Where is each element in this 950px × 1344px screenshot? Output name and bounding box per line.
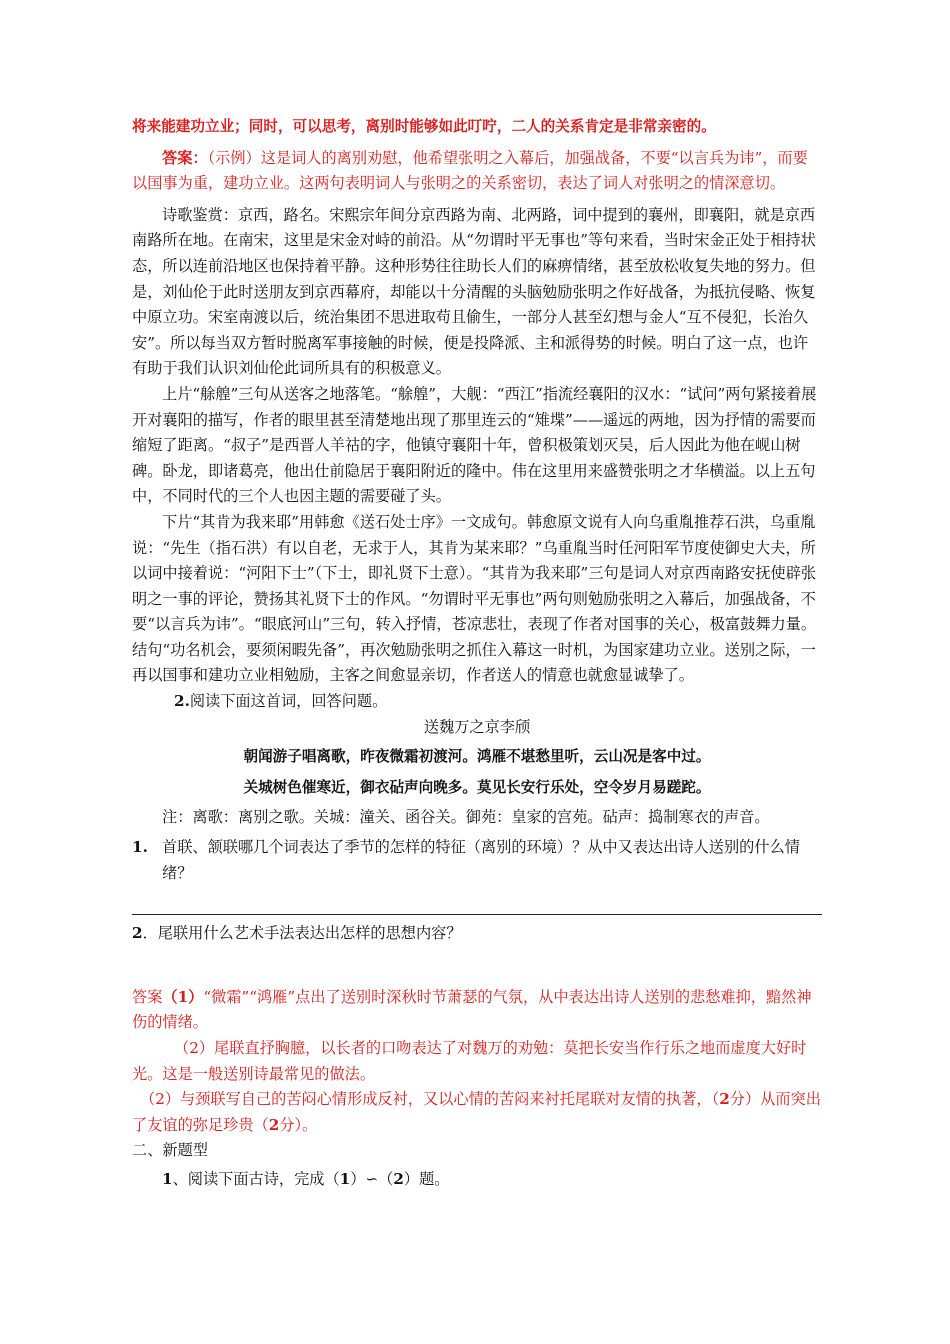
answer-2-line-2: （2）尾联直抒胸臆，以长者的口吻表达了对魏万的劝勉：莫把长安当作行乐之地而虚度大好时光。这是一般送别诗最常见的做法。 (132, 1039, 807, 1083)
question-item-1-number: 1. (132, 838, 148, 857)
answer-2-score-2: 2 (268, 1115, 280, 1134)
answer-2-line-1 (132, 985, 822, 1036)
poem-line-1: 朝闻游子唱离歌，昨夜微霜初渡河。鸿雁不堪愁里听，云山况是客中过。 (243, 748, 711, 766)
answer-2-score-1: 2 (719, 1090, 730, 1109)
question-2-intro-text: 阅读下面这首词，回答问题。 (189, 692, 388, 711)
answer-1 (132, 146, 822, 197)
question-item-1-text: 首联、颔联哪几个词表达了季节的怎样的特征（离别的环境）？从中又表达出诗人送别的什么情绪？ (162, 838, 800, 882)
answer-2-line-3 (132, 1087, 822, 1138)
appreciation-paragraph-1: 诗歌鉴赏：京西，路名。宋熙宗年间分京西路为南、北两路，词中提到的襄州，即襄阳，就是京西南路所在地。在南宋，这里是宋金对峙的前沿。从“勿谓时平无事也”等句来看，当时宋金正处于相持状态，所以连前沿地区也保持着平静。这种形势往往助长人们的麻痹情绪，甚至放松收复失地的努力。但是，刘仙伦于此时送朋友到京西幕府，却能以十分清醒的头脑勉励张明之作好战备，为抵抗侵略、恢复中原立功。宋室南渡以后，统治集团不思进取苟且偷生，一部分人甚至幻想与金人“互不侵犯，长治久安”。所以每当双方暂时脱离军事接触的时候，便是投降派、主和派得势的时候。明白了这一点，也许有助于我们认识刘仙伦此词所具有的积极意义。 (132, 205, 816, 378)
answer-2-text-3e: 分）。 (279, 1115, 318, 1134)
answer-1-text: （示例）这是词人的离别劝慰，他希望张明之入幕后，加强战备，不要“以言兵为讳”，而要以国事为重，建功立业。这两句表明词人与张明之的关系密切，表达了词人对张明之的情深意切。 (132, 148, 808, 193)
answer-2-label: 答案 (132, 987, 163, 1006)
section-2-item-1 (132, 1167, 822, 1193)
question-2-number: 2. (174, 692, 190, 711)
answer-2-n1: （1） (162, 987, 204, 1006)
answer-space-rule (132, 914, 822, 915)
answer-2-text-3c: 分）从而突出了友谊的弥足珍贵（ (132, 1090, 821, 1134)
section-2-item-b1: 1 (339, 1169, 351, 1188)
poem-line-2: 关城树色催寒近，御衣砧声向晚多。莫见长安行乐处，空令岁月易蹉跎。 (243, 778, 711, 796)
question-item-1 (132, 835, 822, 886)
section-2-heading: 二、新题型 (132, 1141, 208, 1160)
section-2-item-text-a: 、阅读下面古诗，完成（ (172, 1169, 340, 1188)
appreciation-paragraph-3: 下片“其肯为我来耶”用韩愈《送石处士序》一文成句。韩愈原文说有人向乌重胤推荐石洪，乌重胤说：“先生（指石洪）有以自老，无求于人，其肯为某来耶？”乌重胤当时任河阳军节度使御史大夫，所以词中接着说：“河阳下士”（下士，即礼贤下士意）。“其肯为我来耶”三句是词人对京西南路安抚使辟张明之一事的评论，赞扬其礼贤下士的作风。“勿谓时平无事也”两句则勉励张明之入幕后，加强战备，不要“以言兵为讳”。“眼底河山”三句，转入抒情，苍凉悲壮，表现了作者对国事的关心，极富鼓舞力量。结句“功名机会，要须闲暇先备”，再次勉励张明之抓住入幕这一时机，为国家建功立业。送别之际，一再以国事和建功立业相勉励，主客之间愈显亲切，作者送人的情意也就愈显诚挚了。 (132, 512, 817, 685)
section-2-item-number: 1 (162, 1169, 173, 1188)
question-item-2-number: 2 (132, 924, 143, 943)
question-2-intro (132, 689, 822, 715)
answer-2-text-1: “微霜”“鸿雁”点出了送别时深秋时节萧瑟的气氛，从中表达出诗人送别的悲愁难抑，黯然神伤的情绪。 (132, 987, 812, 1032)
answer-continuation-line: 将来能建功立业；同时，可以思考，离别时能够如此叮咛，二人的关系肯定是非常亲密的。 (132, 118, 716, 135)
section-2-item-text-c: ）题。 (403, 1169, 450, 1188)
document-page (132, 114, 822, 1193)
poem-note: 注：离歌：离别之歌。关城：潼关、函谷关。御苑：皇家的宫苑。砧声：捣制寒衣的声音。 (162, 808, 770, 827)
poem-title: 送魏万之京李颀 (423, 717, 531, 736)
appreciation-paragraph-2: 上片“艅艎”三句从送客之地落笔。“艅艎”，大舰：“西江”指流经襄阳的汉水：“试问”两句紧接着展开对襄阳的描写，作者的眼里甚至清楚地出现了那里连云的“雉堞”——遥远的两地，因为抒情的需要而缩短了距离。“叔子”是西晋人羊祜的字，他镇守襄阳十年，曾积极策划灭吴，后人因此为他在岘山树碑。卧龙，即诸葛亮，他出仕前隐居于襄阳附近的隆中。伟在这里用来盛赞张明之才华横溢。以上五句中，不同时代的三个人也因主题的需要碰了头。 (132, 384, 817, 506)
question-item-2 (132, 921, 822, 947)
section-2-item-text-b: ）∽（ (350, 1169, 394, 1188)
answer-2-text-3a: （2）与颈联写自己的苦闷心情形成反衬，又以心情的苦闷来衬托尾联对友情的执著，（ (140, 1090, 720, 1109)
section-2-item-b2: 2 (393, 1169, 404, 1188)
question-item-2-text: ．尾联用什么艺术手法表达出怎样的思想内容？ (142, 924, 462, 943)
answer-1-label: 答案： (162, 148, 208, 167)
